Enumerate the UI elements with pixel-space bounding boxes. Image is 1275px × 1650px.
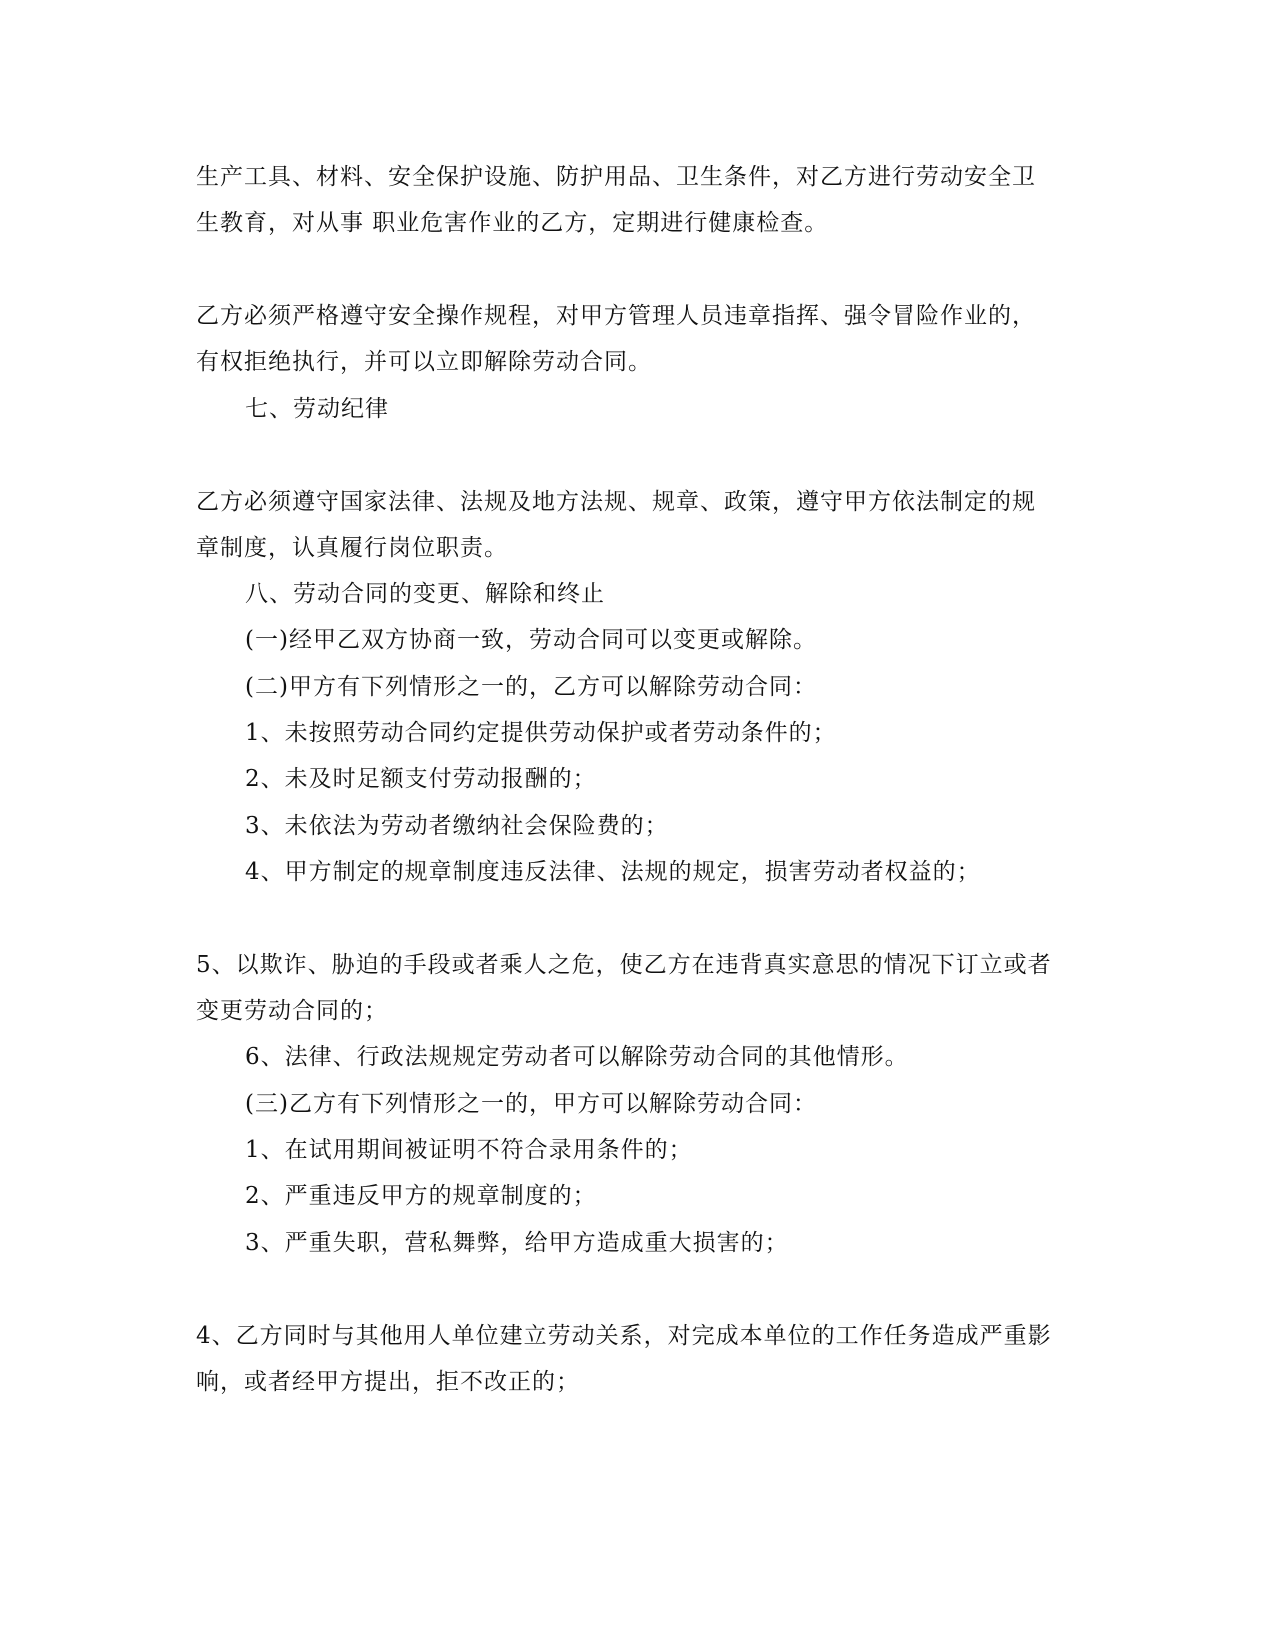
list-item: 4、甲方制定的规章制度违反法律、法规的规定，损害劳动者权益的； [245,859,981,885]
paragraph-line: 章制度，认真履行岗位职责。 [196,535,508,561]
list-item: 6、法律、行政法规规定劳动者可以解除劳动合同的其他情形。 [245,1044,909,1070]
section-heading: 八、劳动合同的变更、解除和终止 [245,581,605,607]
list-item: 3、未依法为劳动者缴纳社会保险费的； [245,813,669,839]
paragraph-line: 有权拒绝执行，并可以立即解除劳动合同。 [196,349,652,375]
list-item: 2、未及时足额支付劳动报酬的； [245,766,597,792]
clause-line: (二)甲方有下列情形之一的，乙方可以解除劳动合同： [245,674,817,700]
list-item-continuation: 响，或者经甲方提出，拒不改正的； [196,1369,580,1395]
list-item: 4、乙方同时与其他用人单位建立劳动关系，对完成本单位的工作任务造成严重影 [196,1323,1052,1349]
list-item: 2、严重违反甲方的规章制度的； [245,1183,597,1209]
paragraph-line: 生教育，对从事 职业危害作业的乙方，定期进行健康检查。 [196,210,829,236]
list-item: 1、未按照劳动合同约定提供劳动保护或者劳动条件的； [245,720,837,746]
clause-line: (一)经甲乙双方协商一致，劳动合同可以变更或解除。 [245,627,817,653]
paragraph-line: 生产工具、材料、安全保护设施、防护用品、卫生条件，对乙方进行劳动安全卫 [196,164,1036,190]
list-item: 3、严重失职，营私舞弊，给甲方造成重大损害的； [245,1230,789,1256]
section-heading: 七、劳动纪律 [245,396,389,422]
list-item: 5、以欺诈、胁迫的手段或者乘人之危，使乙方在违背真实意思的情况下订立或者 [196,952,1052,978]
list-item: 1、在试用期间被证明不符合录用条件的； [245,1137,693,1163]
list-item-continuation: 变更劳动合同的； [196,998,388,1024]
clause-line: (三)乙方有下列情形之一的，甲方可以解除劳动合同： [245,1091,817,1117]
paragraph-line: 乙方必须遵守国家法律、法规及地方法规、规章、政策，遵守甲方依法制定的规 [196,489,1036,515]
paragraph-line: 乙方必须严格遵守安全操作规程，对甲方管理人员违章指挥、强令冒险作业的， [196,303,1036,329]
